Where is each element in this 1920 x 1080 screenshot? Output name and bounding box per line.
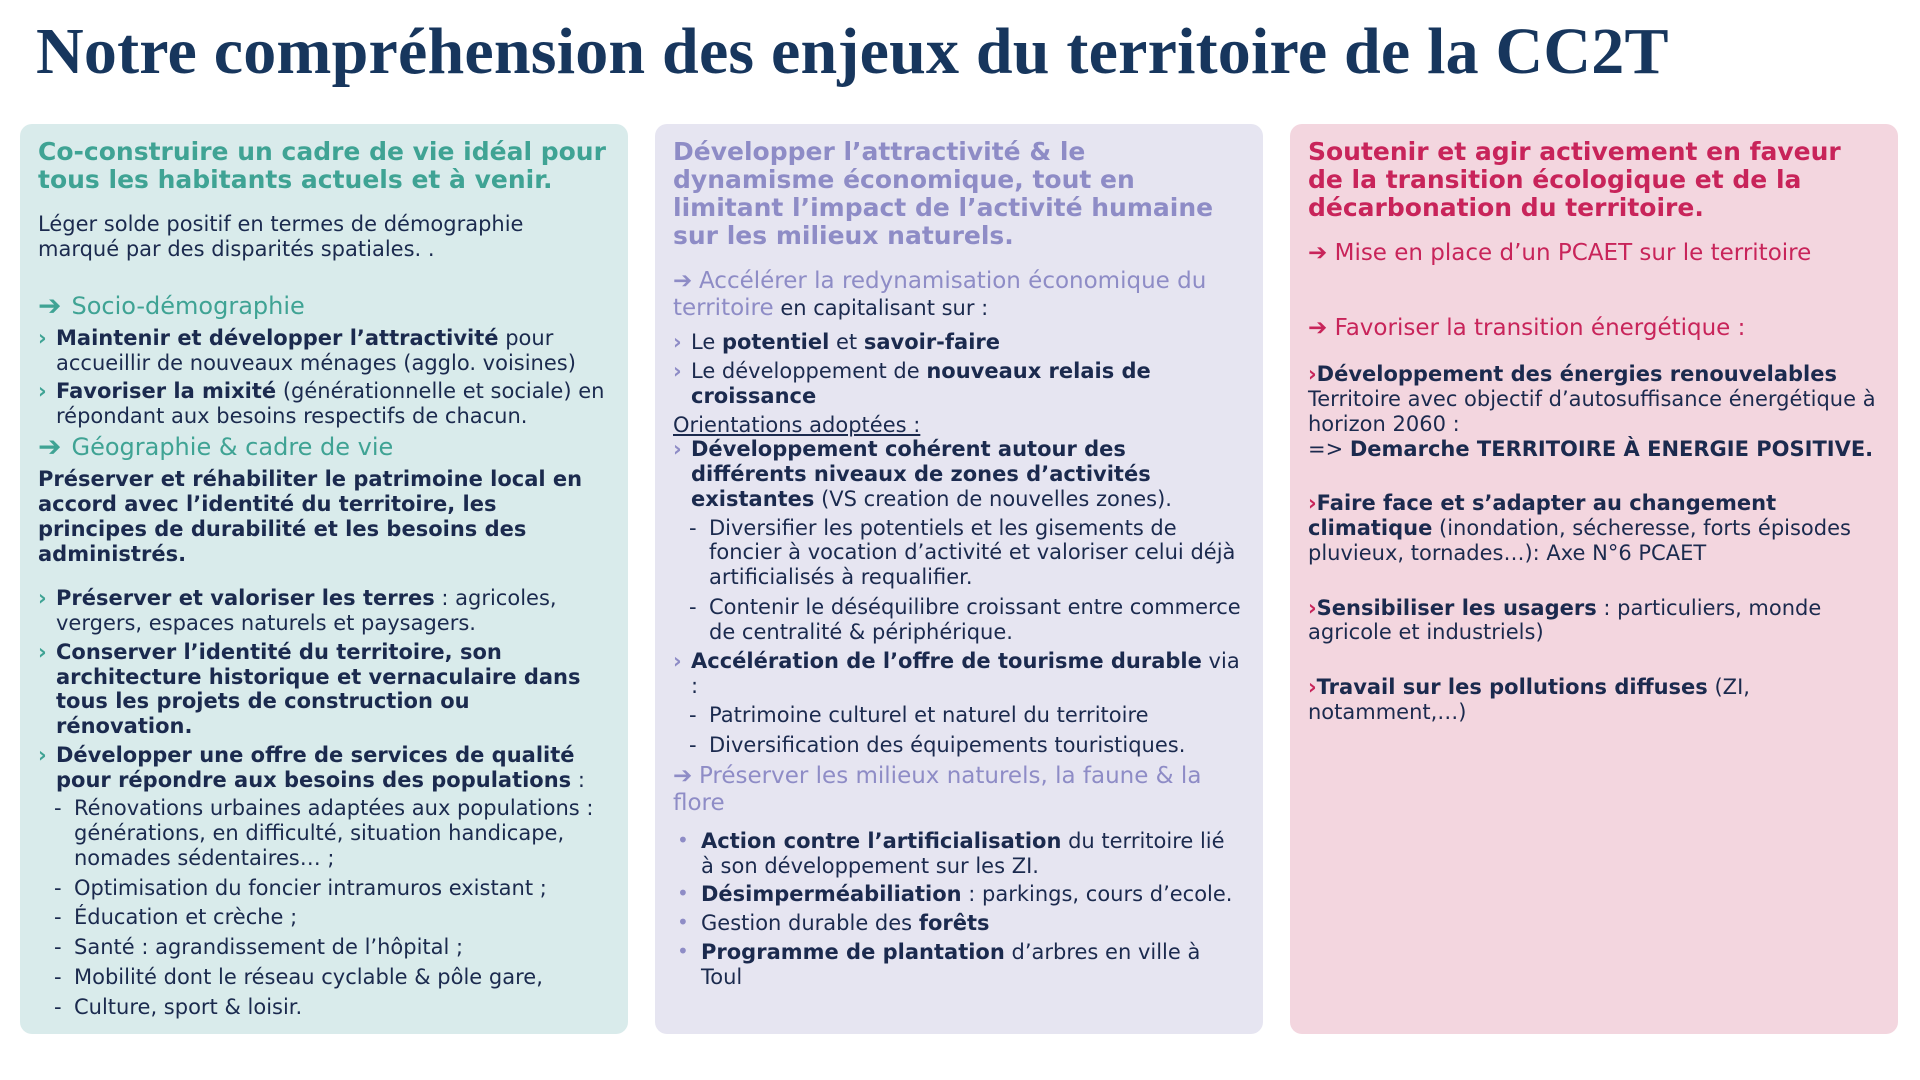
section-heading-pcaet: ➔ Mise en place d’un PCAET sur le territoire	[1308, 240, 1812, 266]
arrow-right-icon: ➔	[673, 762, 693, 789]
chevron-right-icon: ›	[673, 330, 682, 355]
chevron-right-icon: ›	[1308, 595, 1317, 620]
chevron-right-icon: ›	[38, 742, 47, 767]
column-attractivite	[655, 124, 1263, 1034]
list-item: • Désimperméabiliation : parkings, cours d’ecole.	[677, 881, 1233, 907]
arrow-right-icon: ➔	[1308, 315, 1328, 342]
bullet-icon: •	[677, 938, 689, 963]
chevron-right-icon: ›	[673, 649, 682, 674]
arrow-right-icon: ➔	[1308, 240, 1328, 266]
dash-icon: -	[54, 935, 62, 960]
list-item: ›Sensibiliser les usagers : particuliers, monde agricole et industriels)	[1308, 595, 1822, 645]
dash-icon: -	[689, 515, 697, 540]
chevron-right-icon: ›	[38, 586, 47, 611]
sub-list-item: - Diversification des équipements touristiques.	[689, 732, 1186, 757]
list-item: ›Développement des énergies renouvelables Territoire avec objectif d’autosuffisance énergétique à horizon 2060 : => Demarche TERRITOIRE À ENERGIE POSITIVE.	[1308, 362, 1876, 461]
sub-list-item: - Patrimoine culturel et naturel du territoire	[689, 702, 1149, 727]
list-item: › Préserver et valoriser les terres : agricoles, vergers, espaces naturels et paysagers.	[38, 586, 557, 636]
sub-list-item: - Rénovations urbaines adaptées aux populations : générations, en difficulté, situation handicape, nomades sédentaires… ;	[54, 796, 594, 870]
chevron-right-icon: ›	[1308, 491, 1317, 516]
sub-list-item: - Santé : agrandissement de l’hôpital ;	[54, 935, 464, 960]
list-item: › Le développement de nouveaux relais de croissance	[673, 359, 1151, 408]
sub-list-item: - Diversifier les potentiels et les gisements de foncier à vocation d’activité et valoriser celui déjà artificialisés à requalifier.	[689, 515, 1236, 590]
list-item: › Conserver l’identité du territoire, son architecture historique et vernaculaire dans tous les projets de construction ou rénovation.	[38, 639, 581, 739]
section-heading-geographie: ➔ Géographie & cadre de vie	[38, 430, 394, 464]
chevron-right-icon: ›	[1308, 675, 1317, 700]
dash-icon: -	[689, 702, 697, 727]
arrow-right-icon: ➔	[38, 430, 62, 464]
list-item: • Action contre l’artificialisation du territoire lié à son développement sur les ZI.	[677, 827, 1225, 878]
list-item: › Développement cohérent autour des différents niveaux de zones d’activités existantes (VS creation de nouvelles zones).	[673, 437, 1172, 511]
column-cadre-de-vie	[20, 124, 628, 1034]
section-heading-milieux: ➔ Préserver les milieux naturels, la faune & la flore	[673, 762, 1202, 816]
column-title: Soutenir et agir activement en faveur de la transition écologique et de la décarbonation du territoire.	[1308, 137, 1841, 222]
sub-list-item: - Éducation et crèche ;	[54, 905, 298, 930]
chevron-right-icon: ›	[673, 359, 682, 384]
column-title: Développer l’attractivité & le dynamisme économique, tout en limitant l’impact de l’activité humaine sur les milieux naturels.	[673, 137, 1214, 250]
column-title: Co-construire un cadre de vie idéal pour tous les habitants actuels et à venir.	[38, 137, 606, 194]
chevron-right-icon: ›	[38, 325, 47, 350]
arrow-right-icon: ➔	[673, 268, 693, 294]
sub-list-item: - Culture, sport & loisir.	[54, 994, 303, 1019]
list-item: ›Faire face et s’adapter au changement climatique (inondation, sécheresse, forts épisodes pluvieux, tornades…): Axe N°6 PCAET	[1308, 491, 1851, 565]
bullet-icon: •	[677, 881, 689, 906]
arrow-right-icon: ➔	[38, 288, 62, 322]
dash-icon: -	[54, 905, 62, 930]
chevron-right-icon: ›	[38, 639, 47, 664]
list-item: › Maintenir et développer l’attractivité pour accueillir de nouveaux ménages (agglo. voisines)	[38, 325, 576, 375]
dash-icon: -	[54, 875, 62, 900]
section-heading-socio: ➔ Socio-démographie	[38, 288, 305, 322]
dash-icon: -	[54, 994, 62, 1019]
column-transition	[1290, 124, 1898, 1034]
sub-list-item: - Mobilité dont le réseau cyclable & pôle gare,	[54, 965, 543, 989]
list-item: › Accélération de l’offre de tourisme durable via :	[673, 649, 1240, 699]
list-item: ›Travail sur les pollutions diffuses (ZI, notamment,…)	[1308, 675, 1750, 724]
bullet-icon: •	[677, 910, 689, 935]
list-item: • Gestion durable des forêts	[677, 910, 990, 936]
sub-list-item: - Optimisation du foncier intramuros existant ;	[54, 875, 547, 900]
page-title: Notre compréhension des enjeux du territoire de la CC2T	[36, 15, 1669, 88]
bullet-icon: •	[677, 827, 689, 852]
section-lead: Préserver et réhabiliter le patrimoine local en accord avec l’identité du territoire, les principes de durabilité et les besoins des administrés.	[38, 467, 583, 566]
chevron-right-icon: ›	[673, 437, 682, 462]
list-item: › Favoriser la mixité (générationnelle et sociale) en répondant aux besoins respectifs de chacun.	[38, 379, 605, 429]
chevron-right-icon: ›	[1308, 362, 1317, 387]
list-item: • Programme de plantation d’arbres en ville à Toul	[677, 938, 1201, 989]
dash-icon: -	[689, 732, 697, 757]
sub-list-item: - Contenir le déséquilibre croissant entre commerce de centralité & périphérique.	[689, 594, 1241, 644]
list-item: › Le potentiel et savoir-faire	[673, 330, 1000, 355]
dash-icon: -	[689, 594, 697, 619]
section-heading-energie: ➔ Favoriser la transition énergétique :	[1308, 315, 1746, 342]
section-heading-redynamisation: ➔ Accélérer la redynamisation économique du territoire en capitalisant sur :	[673, 268, 1207, 322]
dash-icon: -	[54, 796, 62, 821]
list-item: › Développer une offre de services de qualité pour répondre aux besoins des populations :	[38, 742, 585, 792]
intro-text: Léger solde positif en termes de démographie marqué par des disparités spatiales. .	[38, 212, 524, 261]
orientations-heading: Orientations adoptées :	[673, 412, 921, 437]
dash-icon: -	[54, 965, 62, 989]
chevron-right-icon: ›	[38, 379, 47, 404]
